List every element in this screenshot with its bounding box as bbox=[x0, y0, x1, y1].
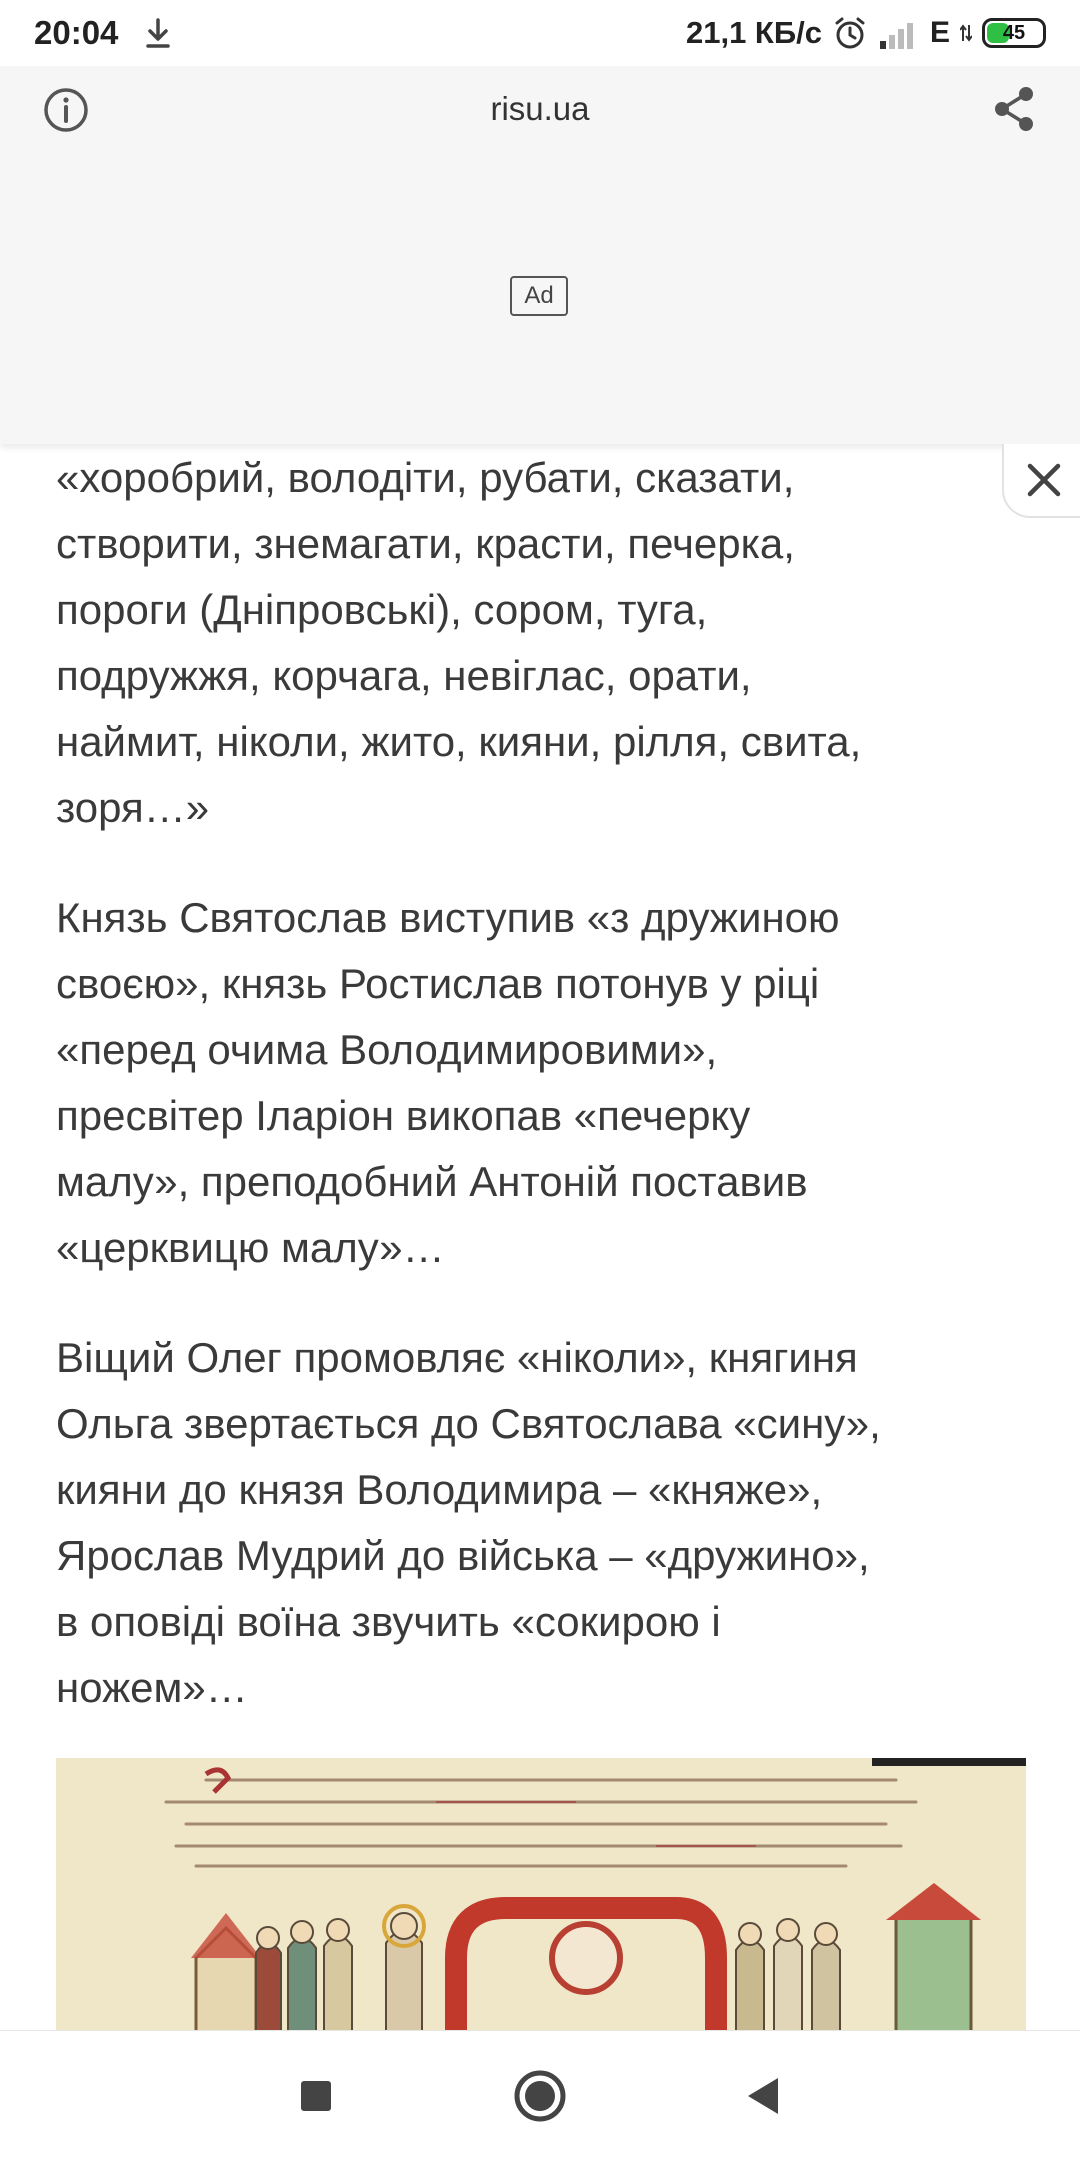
close-icon bbox=[1024, 460, 1064, 500]
recent-apps-icon[interactable] bbox=[286, 2066, 346, 2126]
status-time: 20:04 bbox=[34, 14, 119, 51]
url-text[interactable]: risu.ua bbox=[490, 90, 590, 127]
back-icon[interactable] bbox=[734, 2066, 794, 2126]
download-icon bbox=[142, 16, 174, 50]
share-icon[interactable] bbox=[990, 84, 1038, 134]
alarm-icon bbox=[832, 15, 868, 51]
home-icon[interactable] bbox=[510, 2066, 570, 2126]
signal-icon bbox=[878, 17, 920, 49]
article-paragraph: «хоробрий, володіти, рубати, сказати, створити, знемагати, красти, печерка, пороги (Дніпровські), сором, туга, подружжя, корчага, невіглас, орати, наймит, ніколи, жито, кияни, рілля, свита, зоря…» bbox=[56, 454, 862, 831]
network-speed: 21,1 КБ/с bbox=[685, 15, 822, 50]
article-paragraph: Віщий Олег промовляє «ніколи», княгиня Ольга звертається до Святослава «сину», кияни до князя Володимира – «княже», Ярослав Мудрий до війська – «дружино», в оповіді воїна звучить «сокирою і ножем»… bbox=[56, 1334, 881, 1711]
system-navigation-bar bbox=[0, 2030, 1080, 2161]
browser-toolbar bbox=[0, 66, 1080, 154]
data-arrows-icon bbox=[960, 21, 972, 45]
status-bar bbox=[0, 0, 1080, 66]
article-image[interactable] bbox=[56, 1758, 1026, 2030]
ad-banner[interactable] bbox=[0, 154, 1080, 444]
battery-icon bbox=[982, 18, 1046, 48]
article-body bbox=[56, 445, 1026, 1765]
article-paragraph: Князь Святослав виступив «з дружиною своєю», князь Ростислав потонув у ріці «перед очима Володимировими», пресвітер Іларіон викопав «печерку малу», преподобний Антоній поставив «церквицю малу»… bbox=[56, 894, 840, 1271]
status-right bbox=[686, 12, 1046, 54]
manuscript-illustration bbox=[56, 1758, 1026, 2030]
battery-level: 45 bbox=[1002, 21, 1026, 44]
ad-badge: Ad bbox=[510, 276, 568, 316]
network-type: E bbox=[929, 16, 950, 49]
